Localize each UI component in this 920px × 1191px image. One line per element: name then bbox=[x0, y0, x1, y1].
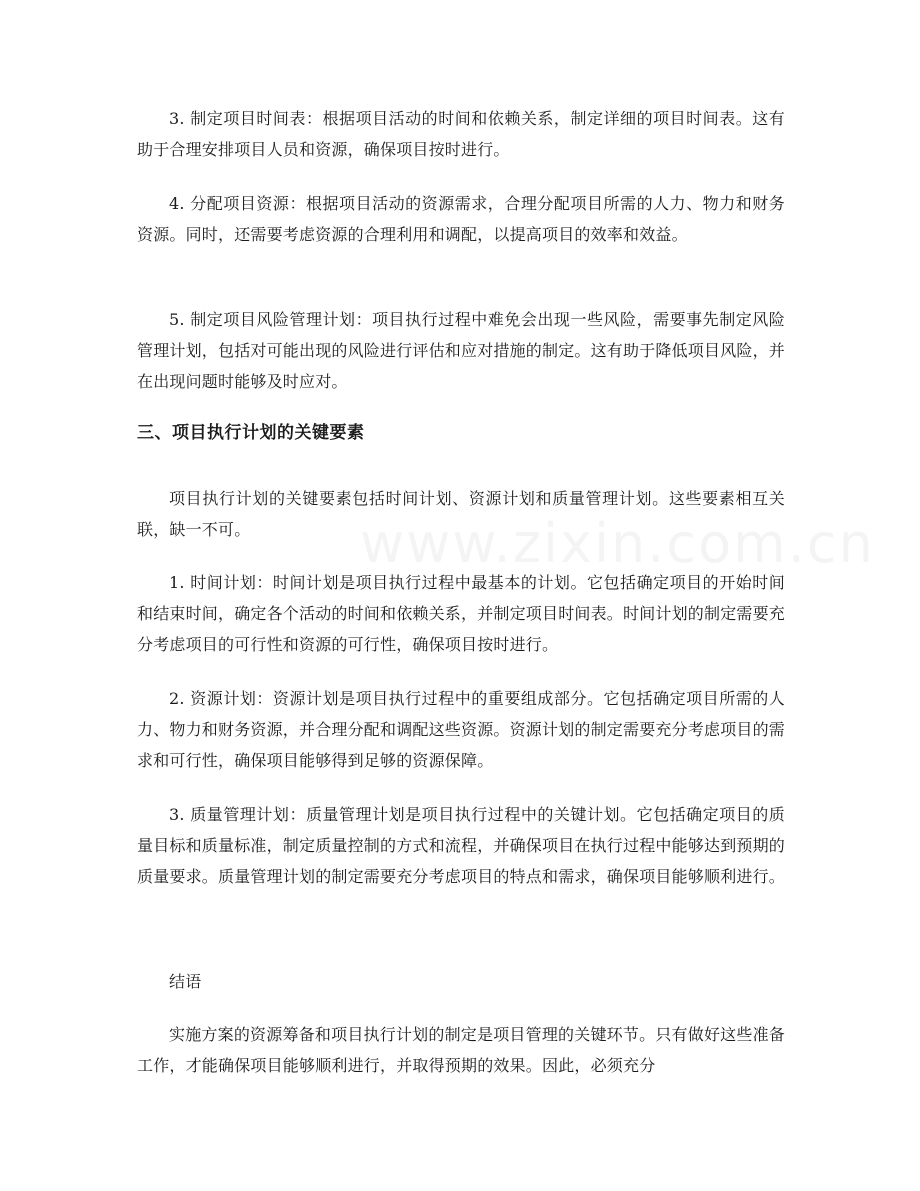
conclusion-heading: 结语 bbox=[169, 972, 202, 991]
paragraph-quality-plan: 3. 质量管理计划：质量管理计划是项目执行过程中的关键计划。它包括确定项目的质量目标和质量标准，制定质量控制的方式和流程，并确保项目在执行过程中能够达到预期的质量要求。质量管理计划的制定需要充分考虑项目的特点和需求，确保项目能够顺利进行。 bbox=[137, 805, 786, 886]
paragraph-conclusion: 实施方案的资源筹备和项目执行计划的制定是项目管理的关键环节。只有做好这些准备工作，才能确保项目能够顺利进行，并取得预期的效果。因此，必须充分 bbox=[137, 1025, 785, 1075]
paragraph-time-plan: 1. 时间计划：时间计划是项目执行过程中最基本的计划。它包括确定项目的开始时间和结束时间，确定各个活动的时间和依赖关系，并制定项目时间表。时间计划的制定需要充分考虑项目的可行性和资源的可行性，确保项目按时进行。 bbox=[137, 573, 786, 654]
paragraph-risk-plan: 5. 制定项目风险管理计划：项目执行过程中难免会出现一些风险，需要事先制定风险管理计划，包括对可能出现的风险进行评估和应对措施的制定。这有助于降低项目风险，并在出现问题时能够及时应对。 bbox=[137, 310, 786, 391]
paragraph-key-elements-intro: 项目执行计划的关键要素包括时间计划、资源计划和质量管理计划。这些要素相互关联，缺一不可。 bbox=[137, 489, 785, 539]
paragraph-resource-plan: 2. 资源计划：资源计划是项目执行过程中的重要组成部分。它包括确定项目所需的人力、物力和财务资源，并合理分配和调配这些资源。资源计划的制定需要充分考虑项目的需求和可行性，确保项目能够得到足够的资源保障。 bbox=[137, 689, 786, 770]
section-heading: 三、项目执行计划的关键要素 bbox=[137, 423, 365, 443]
paragraph-schedule: 3. 制定项目时间表：根据项目活动的时间和依赖关系，制定详细的项目时间表。这有助于合理安排项目人员和资源，确保项目按时进行。 bbox=[137, 109, 785, 159]
paragraph-allocate-resources: 4. 分配项目资源：根据项目活动的资源需求，合理分配项目所需的人力、物力和财务资源。同时，还需要考虑资源的合理利用和调配，以提高项目的效率和效益。 bbox=[137, 194, 785, 244]
